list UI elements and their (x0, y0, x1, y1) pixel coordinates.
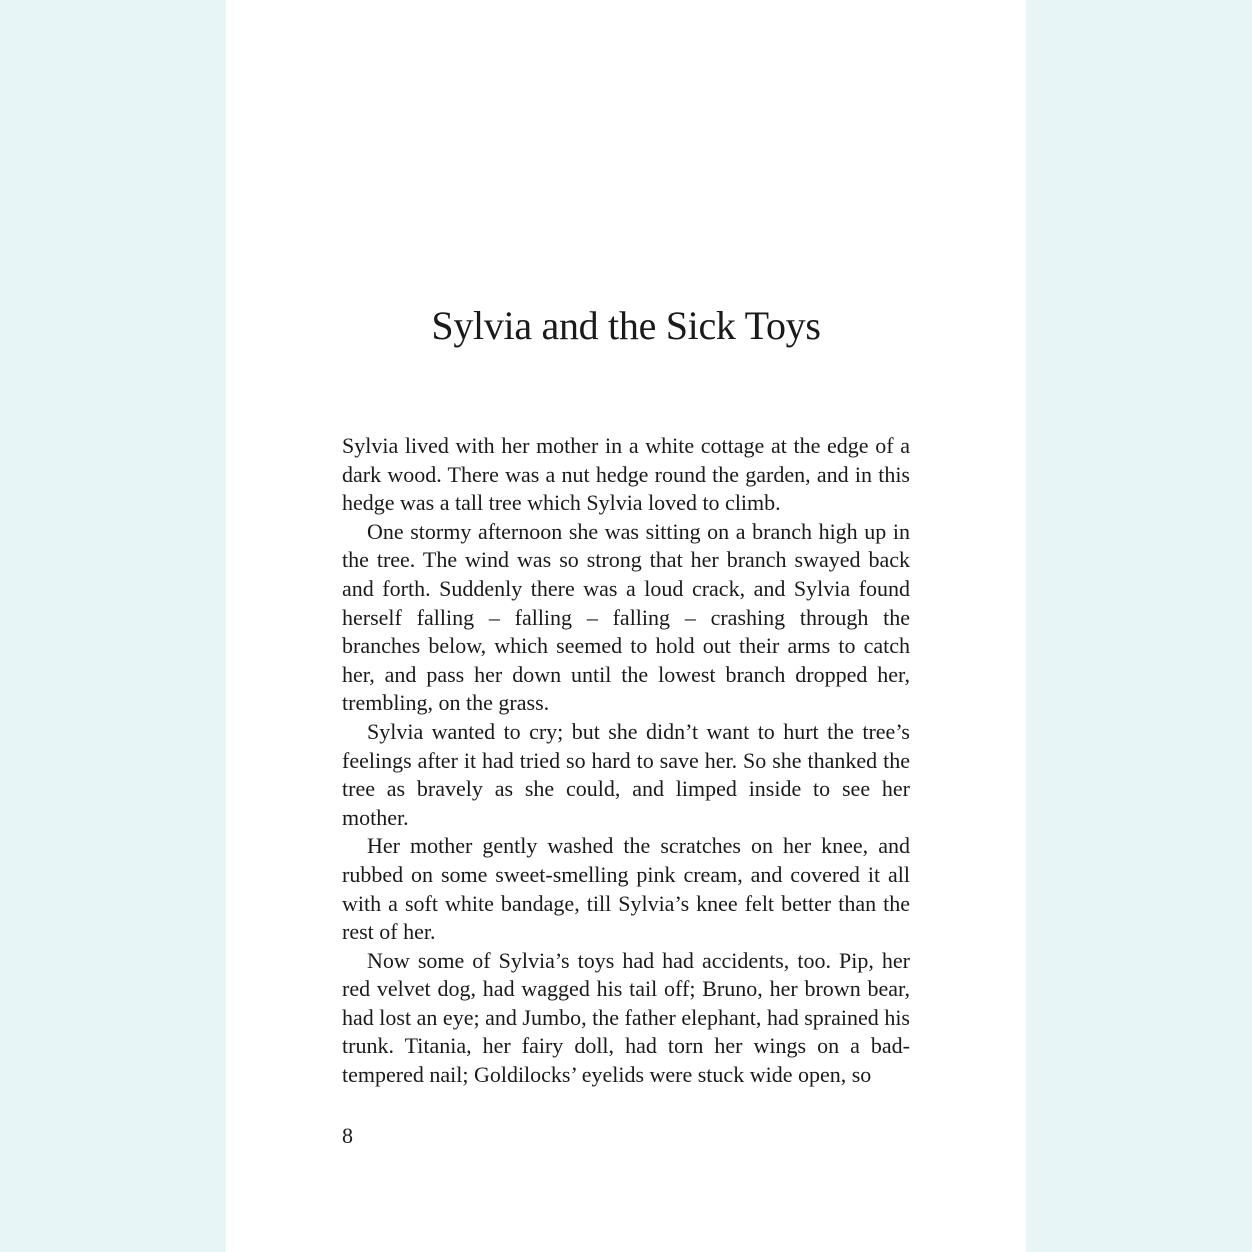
paragraph: Her mother gently washed the scratches on her knee, and rubbed on some sweet-smelling pink cream, and covered it all with a soft white bandage, till Sylvia’s knee felt better than the rest of her. (342, 833, 910, 945)
page-number: 8 (342, 1123, 353, 1148)
body-text (342, 432, 910, 1090)
paragraph: One stormy afternoon she was sitting on a branch high up in the tree. The wind was so strong that her branch swayed back and forth. Suddenly there was a loud crack, and Sylvia found herself falling – falling – falling – crashing through the branches below, which seemed to hold out their arms to catch her, and pass her down until the lowest branch dropped her, trembling, on the grass. (342, 518, 910, 716)
paragraph: Now some of Sylvia’s toys had had accidents, too. Pip, her red velvet dog, had wagged his tail off; Bruno, her brown bear, had lost an eye; and Jumbo, the father elephant, had sprained his trunk. Titania, her fairy doll, had torn her wings on a bad-tempered nail; Goldilocks’ eyelids were stuck wide open, so (342, 947, 910, 1088)
book-page (226, 0, 1026, 1252)
paragraph: Sylvia lived with her mother in a white cottage at the edge of a dark wood. There was a nut hedge round the garden, and in this hedge was a tall tree which Sylvia loved to climb. (342, 433, 910, 516)
chapter-title: Sylvia and the Sick Toys (431, 303, 821, 348)
paragraph: Sylvia wanted to cry; but she didn’t want to hurt the tree’s feelings after it had tried so hard to save her. So she thanked the tree as bravely as she could, and limped inside to see her mother. (342, 718, 910, 830)
